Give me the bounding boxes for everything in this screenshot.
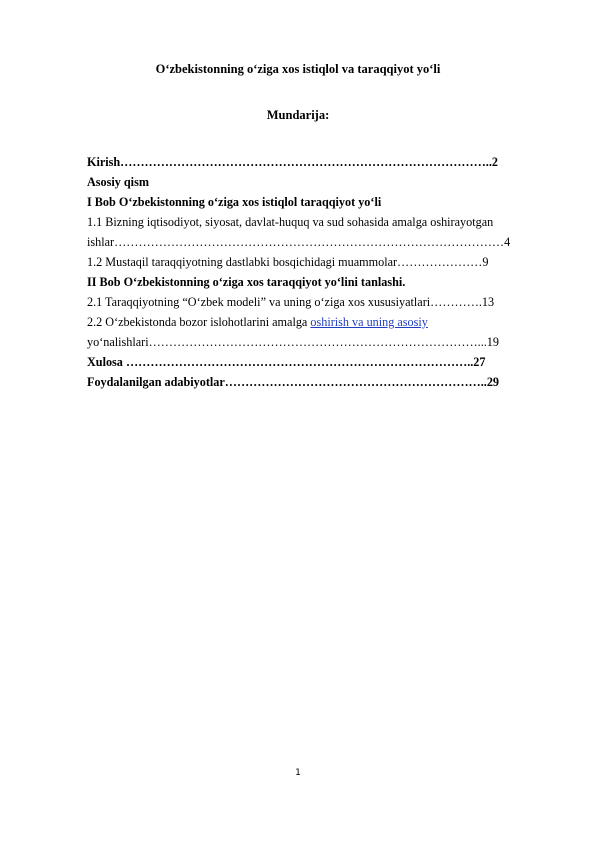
toc-entry-xulosa: Xulosa …………………………………………………………………………..27 xyxy=(87,355,486,369)
toc-entry-2-1: 2.1 Taraqqiyotning “O‘zbek modeli” va uning o‘ziga xos xususiyatlari………….13 xyxy=(87,295,495,309)
toc-entry-2-2-link[interactable]: oshirish va uning asosiy xyxy=(310,315,428,329)
toc-section-asosiy-qism: Asosiy qism xyxy=(87,175,149,189)
toc-entry-1-1-continued: ishlar……………………………………………………………………………………4 xyxy=(87,235,511,249)
contents-heading: Mundarija: xyxy=(266,108,330,122)
document-title: O‘zbekistonning o‘ziga xos istiqlol va taraqqiyot yo‘li xyxy=(155,62,441,76)
page-number: 1 xyxy=(295,768,301,778)
toc-entry-adabiyotlar: Foydalanilgan adabiyotlar………………………………………………………..29 xyxy=(87,375,500,389)
toc-entry-2-2-continued: yo‘nalishlari………………………………………………………………………...19 xyxy=(87,335,499,349)
toc-entry-2-2-text: 2.2 O‘zbekistonda bozor islohotlarini amalga xyxy=(87,315,311,329)
toc-entry-2-2 xyxy=(87,312,559,332)
toc-chapter-2: II Bob O‘zbekistonning o‘ziga xos taraqqiyot yo‘lini tanlashi. xyxy=(87,275,406,289)
toc-entry-1-1: 1.1 Bizning iqtisodiyot, siyosat, davlat-huquq va sud sohasida amalga oshirayotgan xyxy=(87,215,494,229)
toc-chapter-1: I Bob O‘zbekistonning o‘ziga xos istiqlol taraqqiyot yo‘li xyxy=(87,195,382,209)
toc-entry-1-2: 1.2 Mustaqil taraqqiyotning dastlabki bosqichidagi muammolar…………………9 xyxy=(87,255,489,269)
table-of-contents xyxy=(87,152,559,392)
toc-entry-kirish: Kirish………………………………………………………………………………..2 xyxy=(87,155,498,169)
